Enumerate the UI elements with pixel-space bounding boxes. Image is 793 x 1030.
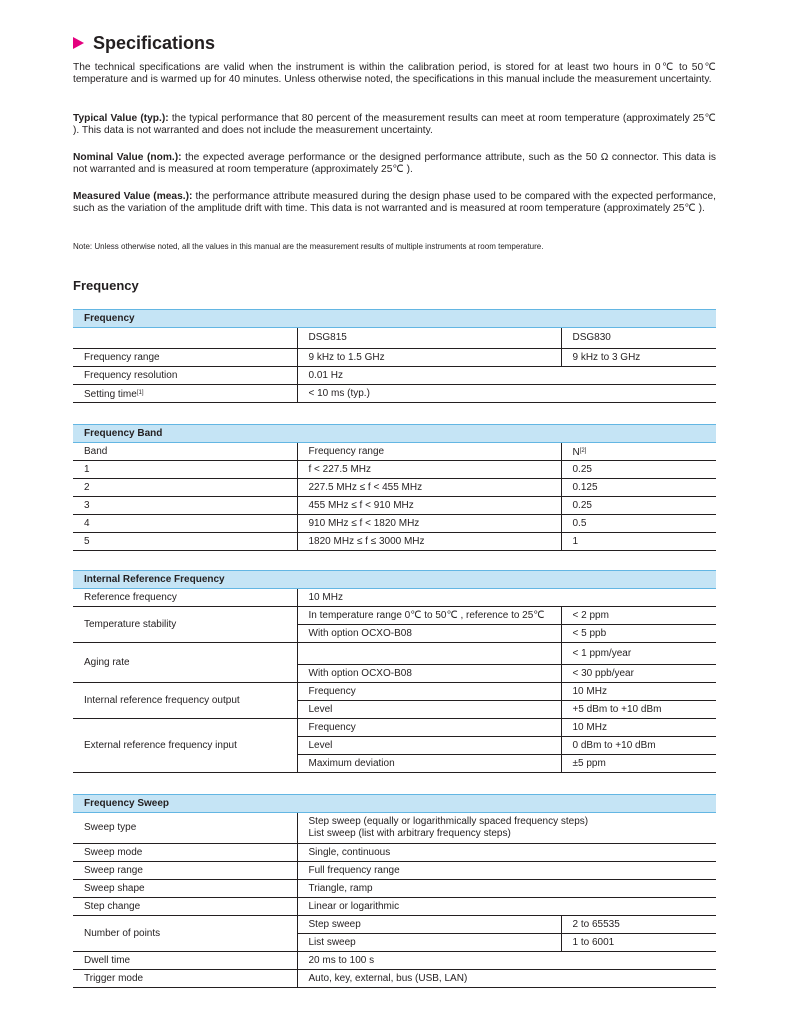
points-value: 1 to 6001	[561, 934, 716, 952]
external-reference-input-label: External reference frequency input	[73, 719, 297, 773]
frequency-band-table-title: Frequency Band	[73, 425, 716, 443]
band-n: 0.125	[561, 479, 716, 497]
model-dsg830: DSG830	[561, 328, 716, 349]
band-n: 1	[561, 533, 716, 551]
step-change-value: Linear or logarithmic	[297, 898, 716, 916]
table-header-row	[73, 425, 716, 443]
sweep-type-step: Step sweep (equally or logarithmically spaced frequency steps)	[308, 816, 589, 827]
aging-rate-label: Aging rate	[73, 643, 297, 683]
frequency-table-title: Frequency	[73, 310, 716, 328]
sweep-type-list: List sweep (list with arbitrary frequency steps)	[308, 828, 511, 839]
nominal-value-paragraph	[73, 152, 716, 176]
reference-frequency-value: 10 MHz	[297, 589, 716, 607]
trigger-mode-value: Auto, key, external, bus (USB, LAN)	[297, 970, 716, 988]
model-dsg815: DSG815	[297, 328, 561, 349]
internal-reference-table	[73, 570, 716, 773]
sweep-shape-value: Triangle, ramp	[297, 880, 716, 898]
dwell-time-value: 20 ms to 100 s	[297, 952, 716, 970]
input-value: 0 dBm to +10 dBm	[561, 737, 716, 755]
temperature-stability-value: < 5 ppb	[561, 625, 716, 643]
input-parameter: Maximum deviation	[297, 755, 561, 773]
output-parameter: Frequency	[297, 683, 561, 701]
output-value: 10 MHz	[561, 683, 716, 701]
table-header-row	[73, 795, 716, 813]
table-row	[73, 719, 716, 737]
sweep-mode-label: Sweep mode	[73, 844, 297, 862]
internal-reference-output-label: Internal reference frequency output	[73, 683, 297, 719]
trigger-mode-label: Trigger mode	[73, 970, 297, 988]
aging-rate-value: < 30 ppb/year	[561, 665, 716, 683]
table-row	[73, 952, 716, 970]
table-row	[73, 643, 716, 665]
setting-time-label: Setting time[1]	[73, 385, 297, 403]
temperature-stability-condition: With option OCXO-B08	[297, 625, 561, 643]
table-row	[73, 461, 716, 479]
aging-rate-condition	[297, 643, 561, 665]
table-row	[73, 683, 716, 701]
output-parameter: Level	[297, 701, 561, 719]
nominal-value-text: the expected average performance or the designed performance attribute, such as the 50 Ω connector. This data is not warranted and is measured at room temperature (approximately 25℃ ).	[73, 152, 716, 176]
band-number: 1	[73, 461, 297, 479]
note-text: Note: Unless otherwise noted, all the values in this manual are the measurement results of multiple instruments at room temperature.	[73, 242, 544, 251]
table-row	[73, 844, 716, 862]
input-parameter: Level	[297, 737, 561, 755]
sweep-shape-label: Sweep shape	[73, 880, 297, 898]
band-range: 910 MHz ≤ f < 1820 MHz	[297, 515, 561, 533]
frequency-range-dsg815: 9 kHz to 1.5 GHz	[297, 349, 561, 367]
nominal-value-term: Nominal Value (nom.):	[73, 152, 182, 163]
table-header-row	[73, 571, 716, 589]
triangle-bullet-icon	[73, 37, 84, 49]
table-row	[73, 898, 716, 916]
frequency-sweep-table-title: Frequency Sweep	[73, 795, 716, 813]
frequency-band-table	[73, 424, 716, 551]
table-row	[73, 589, 716, 607]
table-row	[73, 367, 716, 385]
band-n: 0.5	[561, 515, 716, 533]
range-column-header: Frequency range	[297, 443, 561, 461]
table-row	[73, 349, 716, 367]
frequency-range-dsg830: 9 kHz to 3 GHz	[561, 349, 716, 367]
sweep-type-value	[297, 813, 716, 844]
table-row	[73, 497, 716, 515]
number-of-points-label: Number of points	[73, 916, 297, 952]
sweep-type-label: Sweep type	[73, 813, 297, 844]
input-value: 10 MHz	[561, 719, 716, 737]
band-range: 227.5 MHz ≤ f < 455 MHz	[297, 479, 561, 497]
table-row	[73, 916, 716, 934]
temperature-stability-condition: In temperature range 0℃ to 50℃ , reference to 25℃	[297, 607, 561, 625]
table-row	[73, 813, 716, 844]
band-range: 455 MHz ≤ f < 910 MHz	[297, 497, 561, 515]
band-number: 2	[73, 479, 297, 497]
output-value: +5 dBm to +10 dBm	[561, 701, 716, 719]
band-number: 4	[73, 515, 297, 533]
step-change-label: Step change	[73, 898, 297, 916]
table-row	[73, 479, 716, 497]
table-row	[73, 607, 716, 625]
dwell-time-label: Dwell time	[73, 952, 297, 970]
temperature-stability-label: Temperature stability	[73, 607, 297, 643]
sweep-range-value: Full frequency range	[297, 862, 716, 880]
band-range: f < 227.5 MHz	[297, 461, 561, 479]
band-number: 5	[73, 533, 297, 551]
frequency-table	[73, 309, 716, 403]
aging-rate-value: < 1 ppm/year	[561, 643, 716, 665]
internal-reference-table-title: Internal Reference Frequency	[73, 571, 716, 589]
table-row	[73, 515, 716, 533]
table-row	[73, 385, 716, 403]
measured-value-paragraph	[73, 191, 716, 215]
table-row	[73, 970, 716, 988]
table-row	[73, 443, 716, 461]
n-column-header: N[2]	[561, 443, 716, 461]
band-n: 0.25	[561, 461, 716, 479]
page-title	[73, 31, 215, 55]
typical-value-term: Typical Value (typ.):	[73, 113, 169, 124]
table-row	[73, 880, 716, 898]
points-value: 2 to 65535	[561, 916, 716, 934]
table-row	[73, 533, 716, 551]
frequency-resolution-label: Frequency resolution	[73, 367, 297, 385]
band-n: 0.25	[561, 497, 716, 515]
frequency-sweep-table	[73, 794, 716, 988]
points-sweep-type: List sweep	[297, 934, 561, 952]
measured-value-text: the performance attribute measured during the design phase used to be compared with the expected performance, such as the variation of the amplitude drift with time. This data is not warranted and is measured at room temperature (approximately 25℃ ).	[73, 191, 716, 215]
table-header-row	[73, 310, 716, 328]
footnote-marker: [2]	[579, 447, 587, 454]
input-value: ±5 ppm	[561, 755, 716, 773]
intro-paragraph: The technical specifications are valid when the instrument is within the calibration period, is stored for at least two hours in 0℃ to 50℃ temperature and is warmed up for 40 minutes. Unless otherwise noted, the specifications in this manual include the measurement uncertainty.	[73, 62, 716, 86]
measured-value-term: Measured Value (meas.):	[73, 191, 193, 202]
frequency-resolution-value: 0.01 Hz	[297, 367, 716, 385]
table-row	[73, 862, 716, 880]
band-column-header: Band	[73, 443, 297, 461]
table-row	[73, 328, 716, 349]
points-sweep-type: Step sweep	[297, 916, 561, 934]
input-parameter: Frequency	[297, 719, 561, 737]
typical-value-paragraph	[73, 113, 716, 137]
sweep-mode-value: Single, continuous	[297, 844, 716, 862]
frequency-range-label: Frequency range	[73, 349, 297, 367]
sweep-range-label: Sweep range	[73, 862, 297, 880]
typical-value-text: the typical performance that 80 percent of the measurement results can meet at room temperature (approximately 25℃ ). This data is not warranted and does not include the measurement uncertainty.	[73, 113, 716, 137]
band-range: 1820 MHz ≤ f ≤ 3000 MHz	[297, 533, 561, 551]
aging-rate-condition: With option OCXO-B08	[297, 665, 561, 683]
footnote-marker: [1]	[136, 389, 144, 396]
band-number: 3	[73, 497, 297, 515]
reference-frequency-label: Reference frequency	[73, 589, 297, 607]
setting-time-value: < 10 ms (typ.)	[297, 385, 716, 403]
temperature-stability-value: < 2 ppm	[561, 607, 716, 625]
section-heading-frequency: Frequency	[73, 278, 139, 293]
page-title-text: Specifications	[93, 32, 216, 53]
